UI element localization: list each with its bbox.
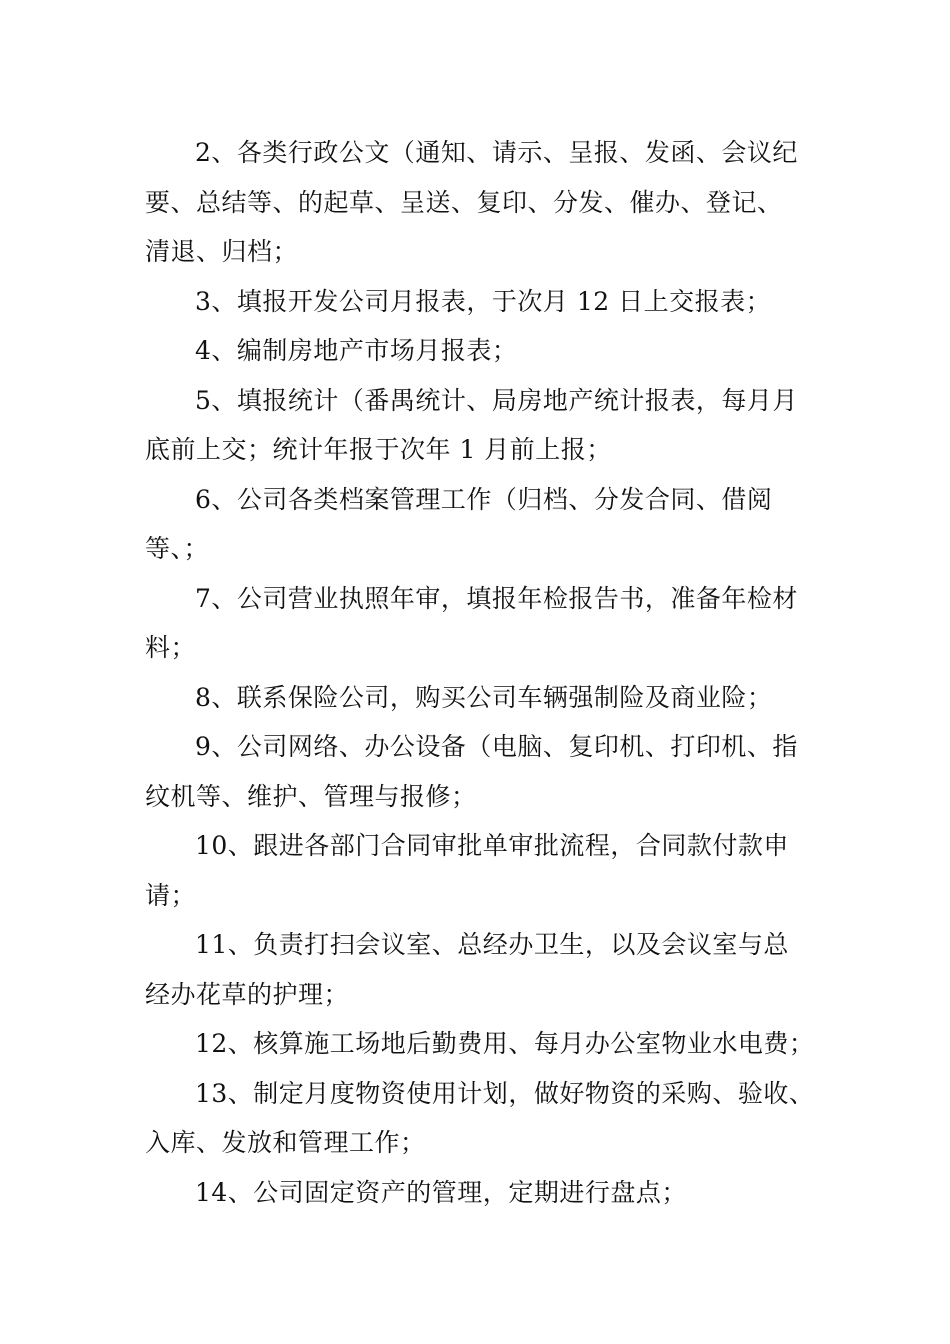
line: 5、填报统计（番禺统计、局房地产统计报表，每月月: [195, 385, 798, 415]
list-item: [145, 1069, 825, 1168]
list-item: [145, 1019, 825, 1069]
line: 9、公司网络、办公设备（电脑、复印机、打印机、指: [195, 732, 798, 761]
line: 等、；: [145, 534, 210, 563]
list-item: [145, 376, 825, 475]
line: 7、公司营业执照年审，填报年检报告书，准备年检材: [195, 583, 798, 613]
line: 2、各类行政公文（通知、请示、呈报、发函、会议纪: [195, 138, 798, 167]
line: 清退、归档；: [145, 237, 299, 266]
list-item: [145, 1168, 825, 1218]
list-item: [145, 673, 825, 723]
line: 8、联系保险公司，购买公司车辆强制险及商业险；: [195, 682, 773, 712]
line: 入库、发放和管理工作；: [145, 1128, 426, 1157]
document-body: [145, 128, 825, 1217]
list-item: [145, 128, 825, 277]
line: 经办花草的护理；: [145, 979, 350, 1009]
line: 13、制定月度物资使用计划，做好物资的采购、验收、: [195, 1078, 815, 1108]
line: 底前上交；统计年报于次年 1 月前上报；: [145, 435, 612, 464]
line: 要、总结等、的起草、呈送、复印、分发、催办、登记、: [145, 187, 783, 217]
list-item: [145, 574, 825, 673]
list-item: [145, 920, 825, 1019]
list-item: [145, 277, 825, 327]
line: 料；: [145, 633, 197, 662]
list-item: [145, 326, 825, 376]
line: 6、公司各类档案管理工作（归档、分发合同、借阅: [195, 484, 773, 514]
line: 纹机等、维护、管理与报修；: [145, 781, 477, 811]
line: 4、编制房地产市场月报表；: [195, 336, 518, 365]
line: 14、公司固定资产的管理，定期进行盘点；: [195, 1177, 687, 1207]
line: 请；: [145, 880, 197, 910]
line: 12、核算施工场地后勤费用、每月办公室物业水电费；: [195, 1029, 815, 1058]
line: 10、跟进各部门合同审批单审批流程，合同款付款申: [195, 831, 789, 860]
list-item: [145, 722, 825, 821]
list-item: [145, 821, 825, 920]
list-item: [145, 475, 825, 574]
line: 11、负责打扫会议室、总经办卫生，以及会议室与总: [195, 930, 789, 959]
line: 3、填报开发公司月报表，于次月 12 日上交报表；: [195, 286, 772, 316]
